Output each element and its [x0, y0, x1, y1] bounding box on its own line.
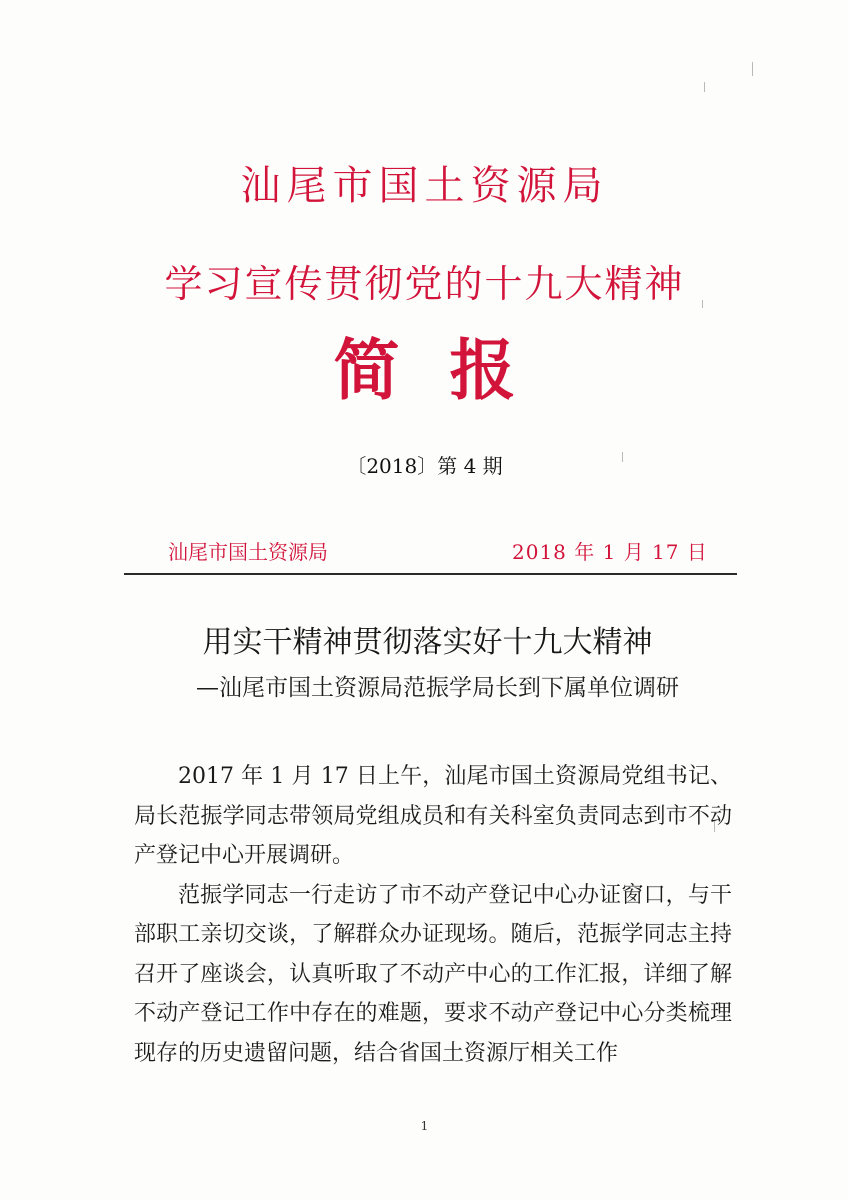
article-subtitle: —汕尾市国土资源局范振学局长到下属单位调研: [196, 675, 679, 701]
article-title: 用实干精神贯彻落实好十九大精神: [202, 625, 653, 660]
brief-title: [0, 330, 849, 410]
issuer: 汕尾市国土资源局: [168, 540, 328, 564]
brief-title-char-2: 报: [449, 331, 516, 409]
scan-artifact: [752, 62, 753, 76]
brief-title-char-1: 简: [333, 331, 400, 409]
paragraph: 范振学同志一行走访了市不动产登记中心办证窗口，与干部职工亲切交谈，了解群众办证现场。随后，范振学同志主持召开了座谈会，认真听取了不动产中心的工作汇报，详细了解不动产登记工作中存在的难题，要求不动产登记中心分类梳理现存的历史遗留问题，结合省国土资源厅相关工作: [134, 882, 732, 1066]
header-divider: [124, 573, 737, 575]
issue-number: 〔2018〕第 4 期: [346, 454, 503, 478]
page-number: 1: [420, 1119, 429, 1133]
org-title: 汕尾市国土资源局: [240, 163, 609, 209]
article-body: [134, 757, 732, 1073]
scan-artifact: [704, 82, 705, 92]
issue-date: 2018 年 1 月 17 日: [512, 540, 708, 564]
brief-subtitle: 学习宣传贯彻党的十九大精神: [164, 262, 685, 306]
paragraph: 2017 年 1 月 17 日上午，汕尾市国土资源局党组书记、局长范振学同志带领局党组成员和有关科室负责同志到市不动产登记中心开展调研。: [134, 764, 732, 868]
